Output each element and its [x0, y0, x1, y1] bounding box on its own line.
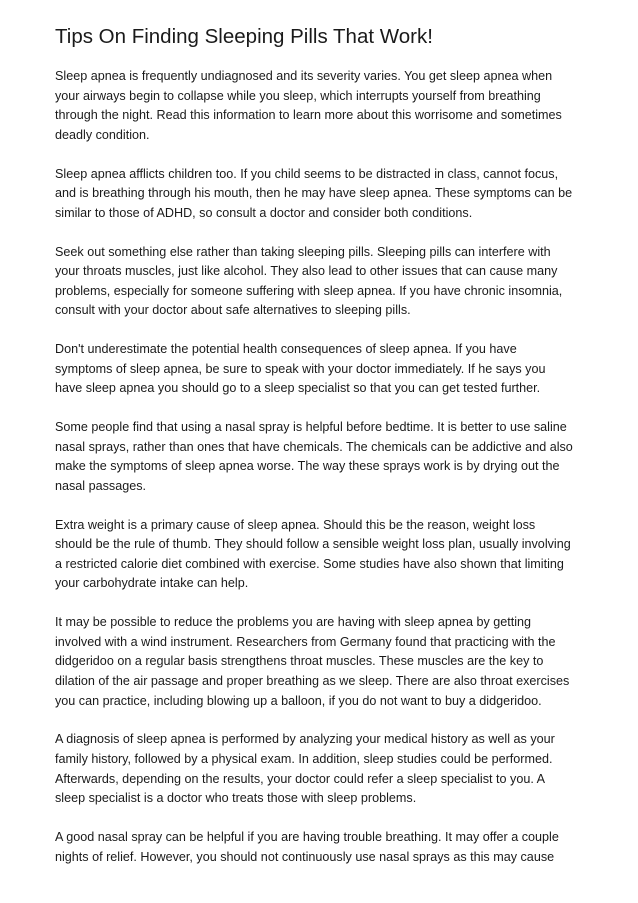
paragraph-line: nasal sprays, rather than ones that have chemicals. The chemicals can be addictive and also — [55, 439, 573, 454]
paragraph-line: you can practice, including blowing up a balloon, if you do not want to buy a didgeridoo. — [55, 693, 542, 708]
paragraph-line: through the night. Read this information to learn more about this worrisome and sometimes — [55, 108, 562, 123]
paragraph-line: sleep specialist is a doctor who treats those with sleep problems. — [55, 791, 417, 806]
paragraph-line: symptoms of sleep apnea, be sure to speak with your doctor immediately. If he says you — [55, 361, 546, 376]
paragraph-line: Don't underestimate the potential health consequences of sleep apnea. If you have — [55, 342, 517, 357]
paragraph-line: nights of relief. However, you should not continuously use nasal sprays as this may cause — [55, 849, 555, 864]
paragraph-line: your throats muscles, just like alcohol. They also lead to other issues that can cause many — [55, 264, 558, 279]
paragraph-line: Afterwards, depending on the results, your doctor could refer a sleep specialist to you. A — [55, 771, 546, 786]
paragraph-line: A diagnosis of sleep apnea is performed by analyzing your medical history as well as your — [55, 732, 555, 747]
paragraph-line: It may be possible to reduce the problems you are having with sleep apnea by getting — [55, 615, 532, 630]
paragraph-line: consult with your doctor about safe alternatives to sleeping pills. — [55, 303, 411, 318]
paragraph-line: dilation of the air passage and proper breathing as we sleep. There are also throat exercises — [55, 673, 570, 688]
paragraph-line: Seek out something else rather than taking sleeping pills. Sleeping pills can interfere with — [55, 244, 551, 259]
paragraph-line: A good nasal spray can be helpful if you are having trouble breathing. It may offer a couple — [55, 829, 559, 844]
paragraph-line: nasal passages. — [55, 478, 147, 493]
paragraph-line: family history, followed by a physical exam. In addition, sleep studies could be performed. — [55, 751, 553, 766]
paragraph — [55, 243, 595, 321]
paragraph-line: have sleep apnea you should go to a sleep specialist so that you can get tested further. — [55, 381, 541, 396]
paragraph — [55, 828, 595, 867]
article-body — [55, 67, 595, 867]
paragraph-line: Extra weight is a primary cause of sleep apnea. Should this be the reason, weight loss — [55, 517, 536, 532]
paragraph-line: involved with a wind instrument. Researchers from Germany found that practicing with the — [55, 634, 556, 649]
paragraph-line: deadly condition. — [55, 127, 150, 142]
paragraph-line: make the symptoms of sleep apnea worse. The way these sprays work is by drying out the — [55, 459, 560, 474]
paragraph — [55, 516, 595, 594]
paragraph — [55, 340, 595, 399]
paragraph — [55, 165, 595, 224]
paragraph-line: Sleep apnea afflicts children too. If you child seems to be distracted in class, cannot focus, — [55, 166, 559, 181]
page-title: Tips On Finding Sleeping Pills That Work! — [55, 25, 433, 48]
paragraph — [55, 613, 595, 711]
paragraph-line: similar to those of ADHD, so consult a doctor and consider both conditions. — [55, 205, 473, 220]
paragraph-line: problems, especially for someone suffering with sleep apnea. If you have chronic insomnia, — [55, 283, 563, 298]
paragraph — [55, 418, 595, 496]
paragraph-line: your carbohydrate intake can help. — [55, 576, 249, 591]
paragraph-line: should be the rule of thumb. They should follow a sensible weight loss plan, usually involving — [55, 537, 571, 552]
paragraph-line: and is breathing through his mouth, then he may have sleep apnea. These symptoms can be — [55, 186, 573, 201]
document-page — [55, 24, 595, 886]
paragraph-line: your airways begin to collapse while you sleep, which interrupts yourself from breathing — [55, 88, 541, 103]
paragraph-line: a restricted calorie diet combined with exercise. Some studies have also shown that limiting — [55, 556, 564, 571]
paragraph-line: Some people find that using a nasal spray is helpful before bedtime. It is better to use saline — [55, 420, 567, 435]
paragraph-line: didgeridoo on a regular basis strengthens throat muscles. These muscles are the key to — [55, 654, 544, 669]
paragraph — [55, 67, 595, 145]
paragraph — [55, 730, 595, 808]
paragraph-line: Sleep apnea is frequently undiagnosed and its severity varies. You get sleep apnea when — [55, 69, 553, 83]
